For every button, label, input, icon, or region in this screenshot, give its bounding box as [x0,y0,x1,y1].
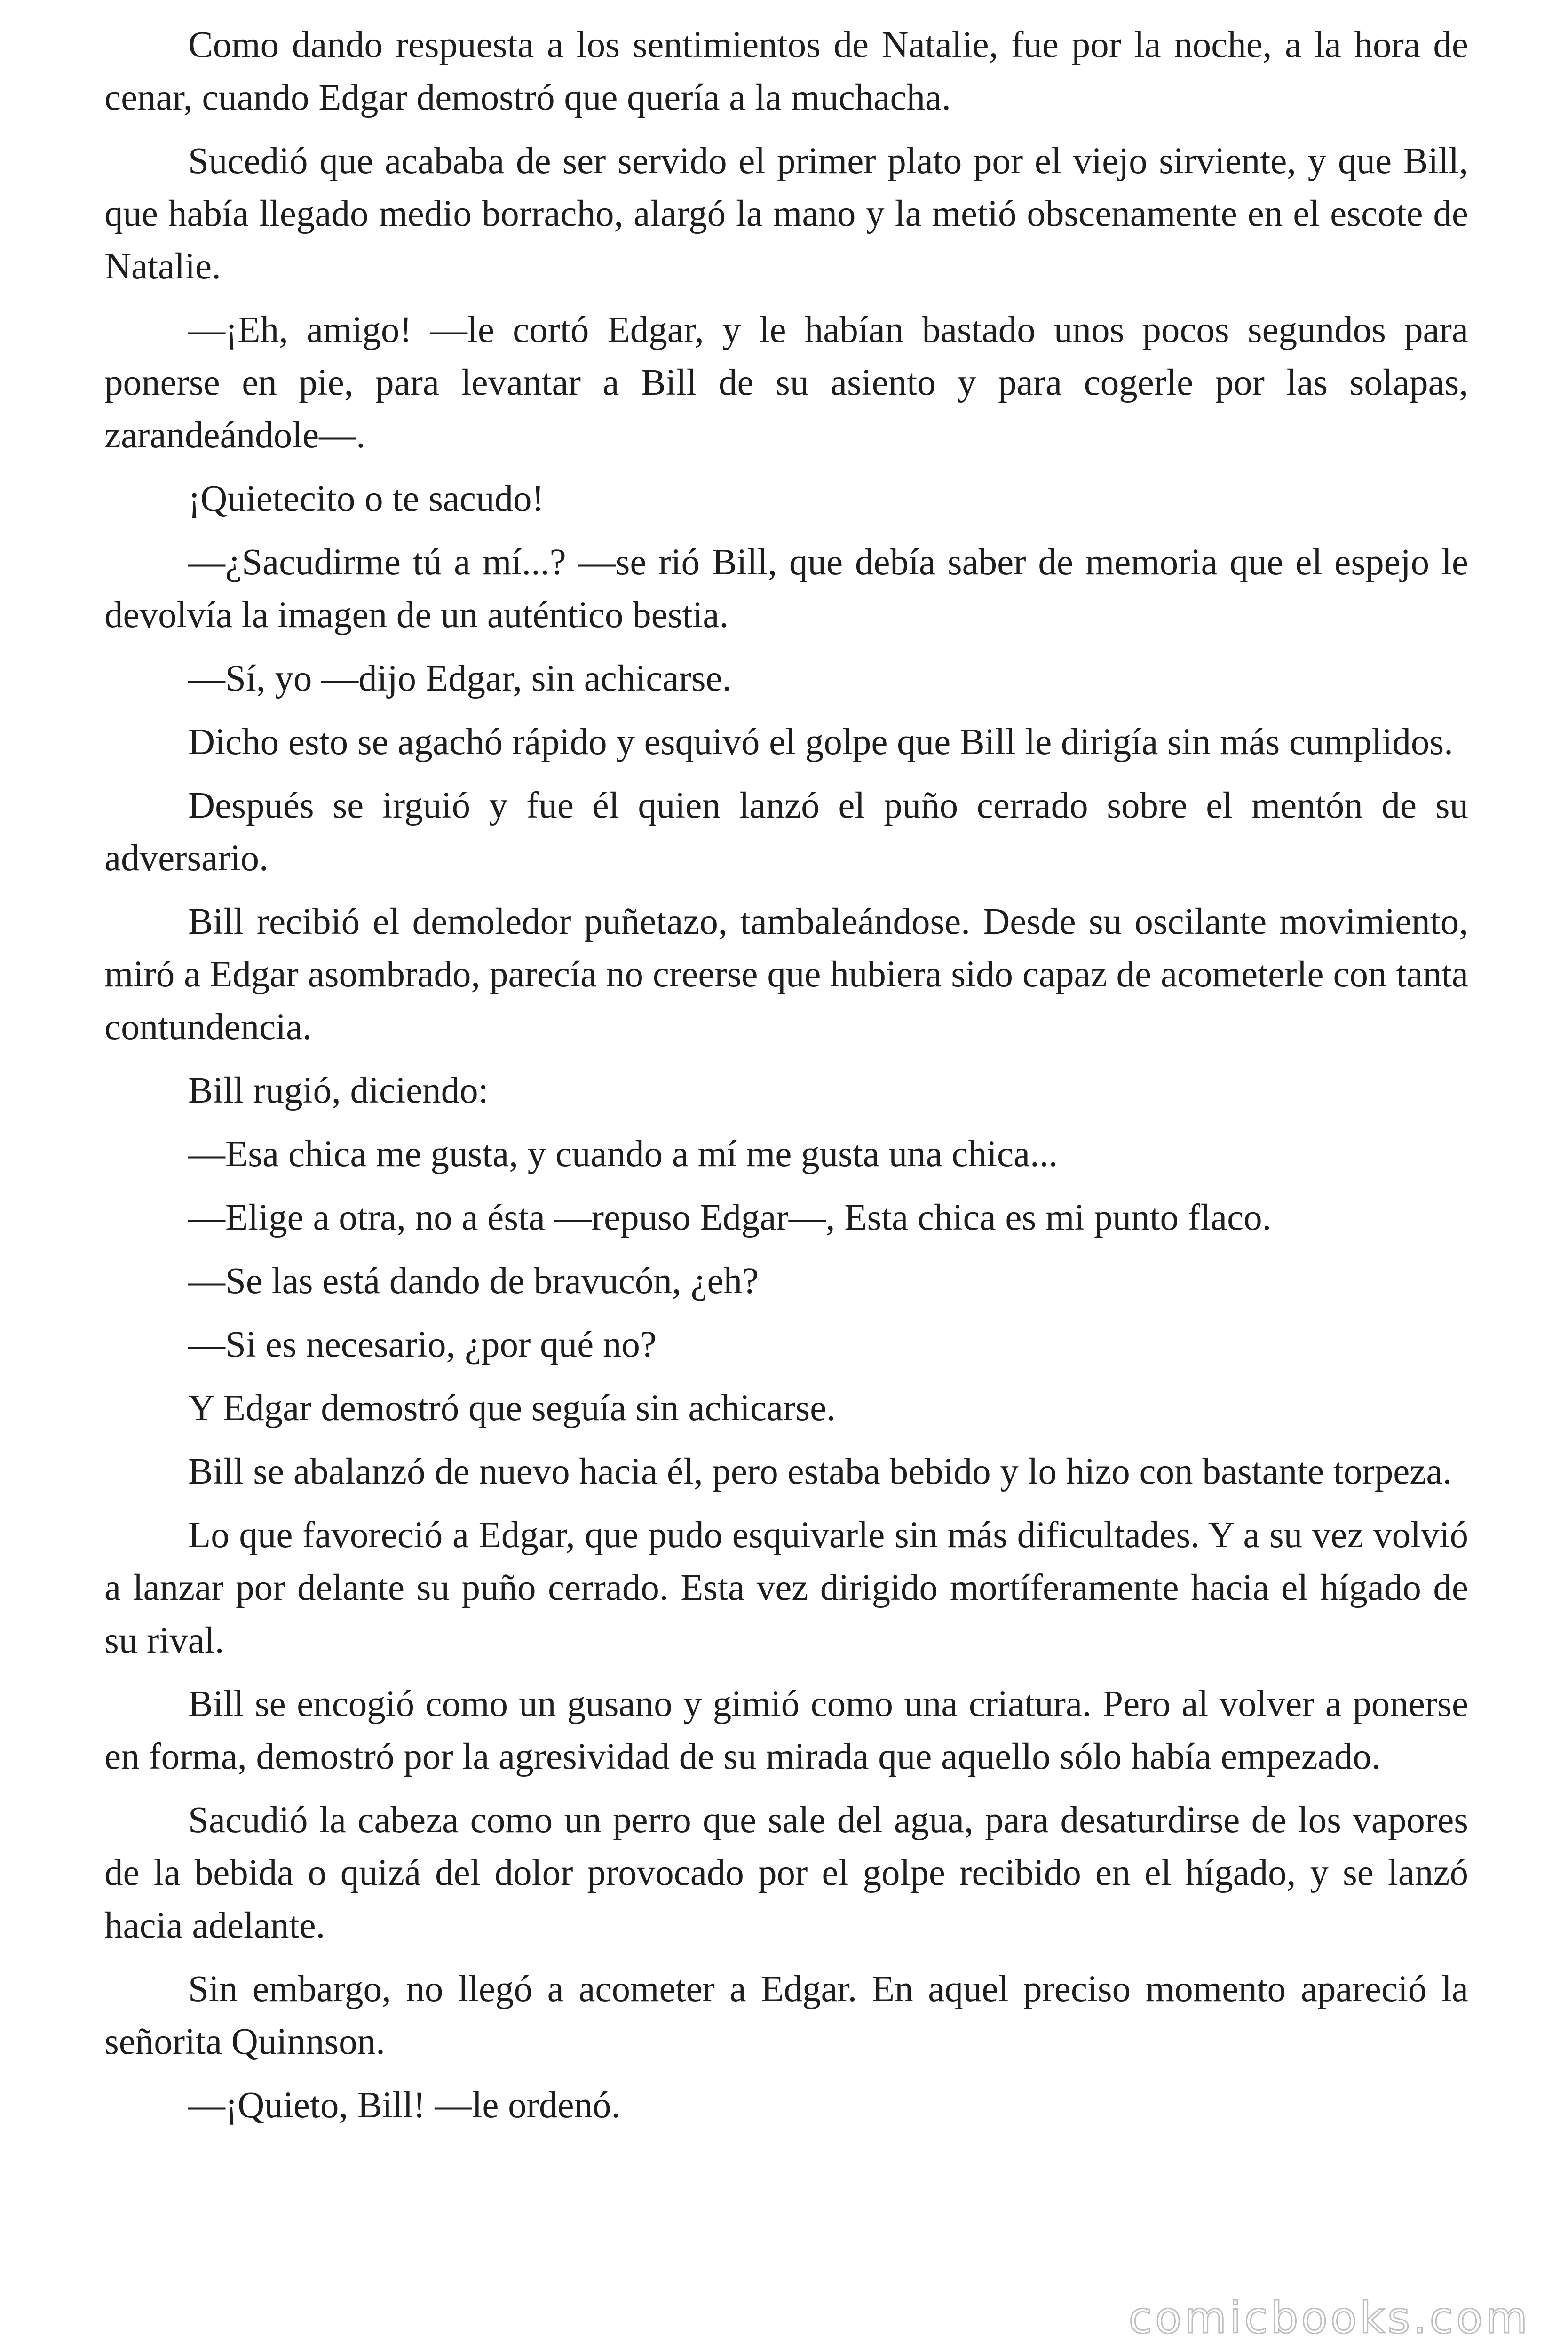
paragraph: Después se irguió y fue él quien lanzó el puño cerrado sobre el mentón de su adversario. [104,785,1468,879]
paragraph: —Se las está dando de bravucón, ¿eh? [188,1261,759,1302]
paragraph: Bill se abalanzó de nuevo hacia él, pero estaba bebido y lo hizo con bastante torpeza. [188,1451,1452,1492]
paragraph: Sacudió la cabeza como un perro que sale del agua, para desaturdirse de los vapores de la bebida o quizá del dolor provocado por el golpe recibido en el hígado, y se lanzó hacia adelante. [104,1800,1468,1946]
paragraph: Dicho esto se agachó rápido y esquivó el golpe que Bill le dirigía sin más cumplidos. [188,722,1453,763]
book-page-text [104,19,1468,2143]
paragraph: Bill se encogió como un gusano y gimió como una criatura. Pero al volver a ponerse en forma, demostró por la agresividad de su mirada que aquello sólo había empezado. [104,1684,1468,1777]
paragraph: —¿Sacudirme tú a mí...? —se rió Bill, que debía saber de memoria que el espejo le devolvía la imagen de un auténtico bestia. [104,542,1468,636]
paragraph: —¡Eh, amigo! —le cortó Edgar, y le habían bastado unos pocos segundos para ponerse en pie, para levantar a Bill de su asiento y para cogerle por las solapas, zarandeándole—. [104,310,1468,456]
paragraph: Sucedió que acababa de ser servido el primer plato por el viejo sirviente, y que Bill, que había llegado medio borracho, alargó la mano y la metió obscenamente en el escote de Natalie. [104,141,1468,287]
paragraph: —Si es necesario, ¿por qué no? [188,1324,657,1365]
paragraph: Como dando respuesta a los sentimientos de Natalie, fue por la noche, a la hora de cenar, cuando Edgar demostró que quería a la muchacha. [104,24,1468,118]
paragraph: Y Edgar demostró que seguía sin achicarse. [188,1388,836,1429]
paragraph: —¡Quieto, Bill! —le ordenó. [188,2085,621,2126]
watermark-text: comicbooks.com [1128,2293,1530,2343]
paragraph: Bill recibió el demoledor puñetazo, tambaleándose. Desde su oscilante movimiento, miró a Edgar asombrado, parecía no creerse que hubiera sido capaz de acometerle con tanta contundencia. [104,901,1468,1048]
paragraph: —Esa chica me gusta, y cuando a mí me gusta una chica... [188,1134,1058,1175]
paragraph: Bill rugió, diciendo: [188,1070,489,1111]
paragraph: Lo que favoreció a Edgar, que pudo esquivarle sin más dificultades. Y a su vez volvió a lanzar por delante su puño cerrado. Esta vez dirigido mortíferamente hacia el hígado de su rival. [104,1515,1468,1661]
paragraph: Sin embargo, no llegó a acometer a Edgar. En aquel preciso momento apareció la señorita Quinnson. [104,1969,1468,2062]
paragraph: ¡Quietecito o te sacudo! [188,478,544,519]
paragraph: —Elige a otra, no a ésta —repuso Edgar—, Esta chica es mi punto flaco. [188,1197,1272,1238]
paragraph: —Sí, yo —dijo Edgar, sin achicarse. [188,658,732,699]
